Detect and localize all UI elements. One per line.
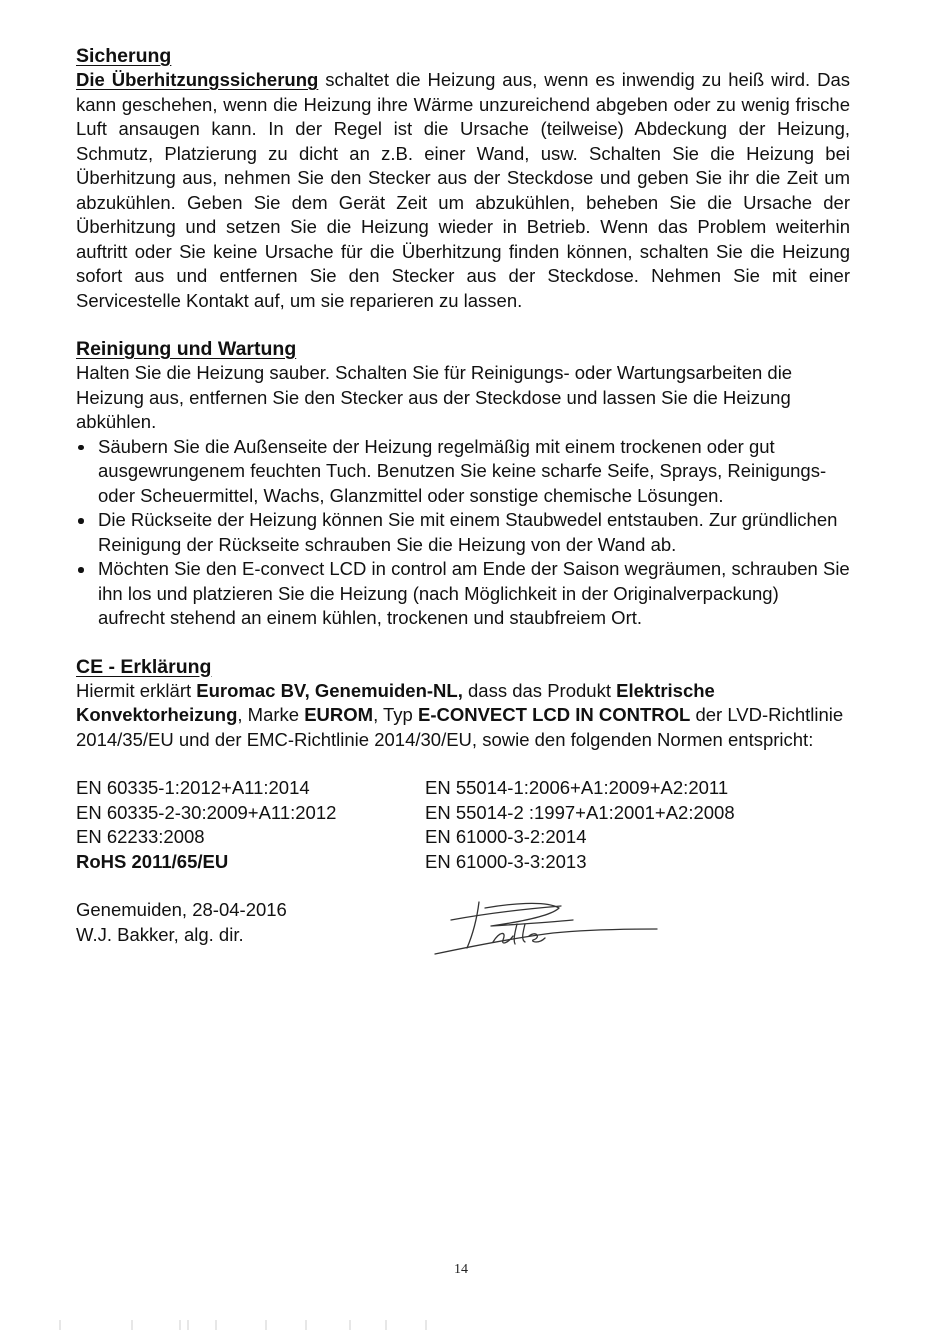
- sicherung-paragraph: [76, 68, 850, 313]
- ce-type: E-CONVECT LCD IN CONTROL: [417, 704, 691, 725]
- list-item: Möchten Sie den E-convect LCD in control am Ende der Saison wegräumen, schrauben Sie ihn los und platzieren Sie die Heizung (nach Möglichkeit in der Originalverpackung) aufrecht stehend an einem kühlen, trockenen und staubfreiem Ort.: [76, 557, 850, 631]
- norm-item: EN 60335-2-30:2009+A11:2012: [76, 801, 337, 823]
- norm-item: EN 55014-1:2006+A1:2009+A2:2011: [425, 777, 729, 798]
- sicherung-lead-bold: Die Überhitzungssicherung: [76, 69, 319, 90]
- list-item: Säubern Sie die Außenseite der Heizung regelmäßig mit einem trockenen oder gut ausgewrungenem feuchten Tuch. Benutzen Sie keine scharfe Seife, Sprays, Reinigungs- oder Scheuermittel, Wachs, Glanzmittel oder sonstige chemische Lösungen.: [76, 435, 850, 509]
- list-item: Die Rückseite der Heizung können Sie mit einem Staubwedel entstauben. Zur gründlichen Reinigung der Rückseite schrauben Sie die Heizung von der Wand ab.: [76, 508, 850, 557]
- norm-item: EN 61000-3-2:2014: [425, 826, 587, 847]
- ce-text-2: dass das Produkt: [462, 679, 617, 701]
- place-date: Genemuiden, 28-04-2016: [76, 899, 287, 920]
- sicherung-text: schaltet die Heizung aus, wenn es inwendig zu heiß wird. Das kann geschehen, wenn die Heizung ihre Wärme unzureichend abgeben oder zu wenig frische Luft ansaugen kann. In der Regel ist die Ursache (teilweise) Abdeckung der Heizung, Schmutz, Platzierung zu dicht an z.B. einer Wand, usw. Schalten Sie die Heizung bei Überhitzung aus, nehmen Sie den Stecker aus der Steckdose und geben Sie ihr die Zeit um abzukühlen. Geben Sie dem Gerät Zeit um abzukühlen, beheben Sie die Ursache der Überhitzung und setzen Sie die Heizung wieder in Betrieb. Wenn das Problem weiterhin auftritt oder Sie keine Ursache für die Überhitzung finden können, schalten Sie die Heizung sofort aus und entfernen Sie den Stecker aus der Steckdose. Nehmen Sie mit einer Servicestelle Kontakt auf, um sie reparieren zu lassen.: [76, 69, 850, 311]
- norms-left-column: [76, 776, 425, 874]
- section-heading-reinigung: Reinigung und Wartung: [76, 338, 297, 360]
- norms-right-column: [425, 776, 774, 874]
- ce-product: Elektrische Konvektorheizung: [76, 679, 715, 725]
- norm-item: EN 60335-1:2012+A11:2014: [76, 777, 310, 798]
- reinigung-bullet-list: [76, 435, 850, 631]
- document-page: [76, 44, 850, 958]
- section-heading-sicherung: Sicherung: [76, 45, 172, 67]
- signature-image: [433, 898, 663, 960]
- ce-declaration: [76, 679, 850, 753]
- ce-company: Euromac BV, Genemuiden-NL,: [196, 679, 463, 701]
- signature-block: [76, 898, 850, 958]
- ce-brand: EUROM: [304, 704, 374, 725]
- norm-item: EN 61000-3-3:2013: [425, 850, 587, 872]
- norm-item-rohs: RoHS 2011/65/EU: [76, 850, 229, 872]
- ce-text-5: der LVD-Richtlinie 2014/35/EU und der EMC-Richtlinie 2014/30/EU, sowie den folgenden Normen entspricht:: [76, 704, 844, 750]
- norm-item: EN 62233:2008: [76, 826, 205, 847]
- ce-text-4: , Typ: [373, 704, 418, 725]
- scan-artifact-marks: [40, 1318, 440, 1330]
- page-number: 14: [454, 1262, 468, 1277]
- norms-table: [76, 776, 850, 874]
- signatory: W.J. Bakker, alg. dir.: [76, 923, 244, 945]
- section-heading-ce: CE - Erklärung: [76, 655, 212, 678]
- ce-text-1: Hiermit erklärt: [76, 679, 197, 701]
- ce-text-3: , Marke: [237, 704, 305, 725]
- reinigung-intro: Halten Sie die Heizung sauber. Schalten Sie für Reinigungs- oder Wartungsarbeiten die Heizung aus, entfernen Sie den Stecker aus der Steckdose und lassen Sie die Heizung abkühlen.: [76, 362, 793, 432]
- norm-item: EN 55014-2 :1997+A1:2001+A2:2008: [425, 801, 735, 823]
